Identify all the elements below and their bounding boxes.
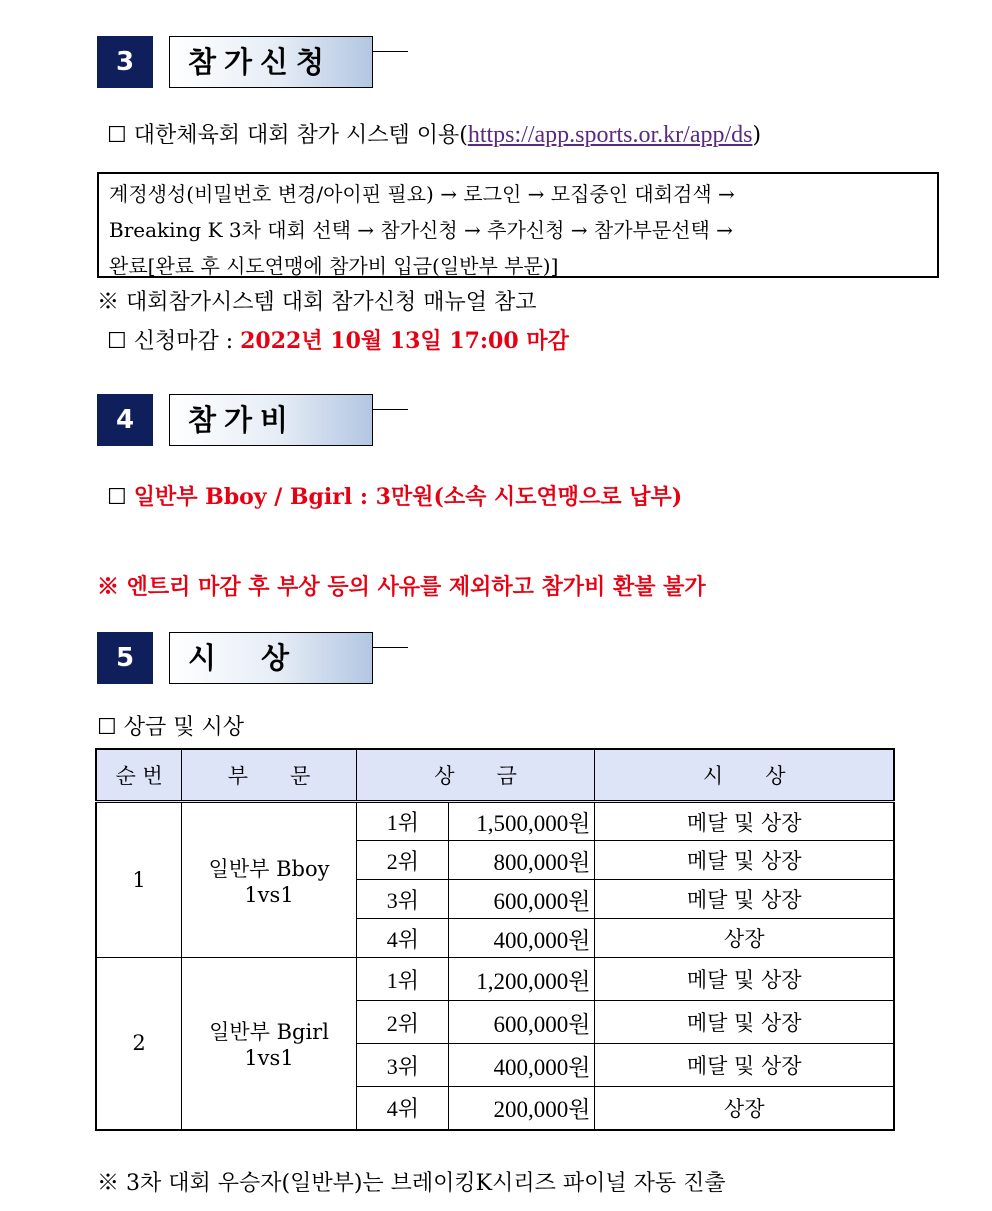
- manual-note: ※ 대회참가시스템 대회 참가신청 매뉴얼 참고: [97, 290, 537, 315]
- award: 메달 및 상장: [595, 802, 894, 841]
- header-prize: 상 금: [356, 749, 595, 802]
- table-row: [96, 958, 894, 1001]
- group-no: 1: [96, 802, 182, 958]
- section-title: 참가비: [188, 403, 297, 437]
- prize-table: [95, 748, 895, 1131]
- award: 상장: [595, 1087, 894, 1130]
- fee-text: 일반부 Bboy / Bgirl : 3만원(소속 시도연맹으로 납부): [133, 484, 683, 510]
- amount: 1,500,000원: [448, 802, 595, 841]
- award: 메달 및 상장: [595, 841, 894, 880]
- apply-system-line: ☐ 대한체육회 대회 참가 시스템 이용(https://app.sports.or.kr/app/ds): [107, 122, 762, 148]
- group-division: 일반부 Bgirl 1vs1: [182, 958, 357, 1130]
- flow-line-2: Breaking K 3차 대회 선택 → 참가신청 → 추가신청 → 참가부문선택 →: [109, 218, 733, 242]
- rank: 3위: [356, 880, 448, 919]
- rank: 1위: [356, 802, 448, 841]
- group-no: 2: [96, 958, 182, 1130]
- apply-system-text: ☐ 대한체육회 대회 참가 시스템 이용(: [107, 123, 468, 148]
- refund-warning: ※ 엔트리 마감 후 부상 등의 사유를 제외하고 참가비 환불 불가: [97, 574, 706, 600]
- header-no: 순 번: [96, 749, 182, 802]
- amount: 800,000원: [448, 841, 595, 880]
- amount: 600,000원: [448, 1001, 595, 1044]
- amount: 1,200,000원: [448, 958, 595, 1001]
- rank: 4위: [356, 1087, 448, 1130]
- deadline-value: 2022년 10월 13일 17:00 마감: [240, 328, 569, 354]
- section-number: 3: [97, 36, 153, 88]
- section-title-box: [169, 36, 409, 88]
- fee-line: ☐ 일반부 Bboy / Bgirl : 3만원(소속 시도연맹으로 납부): [107, 484, 683, 510]
- apply-flow-box: [97, 172, 939, 278]
- award: 메달 및 상장: [595, 958, 894, 1001]
- section-number: 5: [97, 632, 153, 684]
- deadline-line: ☐ 신청마감 : 2022년 10월 13일 17:00 마감: [107, 328, 569, 354]
- section-title-box: [169, 394, 409, 446]
- rank: 1위: [356, 958, 448, 1001]
- amount: 200,000원: [448, 1087, 595, 1130]
- section-title: 참가신청: [188, 45, 333, 79]
- group-division: 일반부 Bboy 1vs1: [182, 802, 357, 958]
- rank: 2위: [356, 1001, 448, 1044]
- award: 상장: [595, 919, 894, 958]
- table-header-row: [96, 749, 894, 802]
- rank: 2위: [356, 841, 448, 880]
- award-subtitle: ☐ 상금 및 시상: [97, 715, 244, 740]
- award: 메달 및 상장: [595, 1001, 894, 1044]
- final-footnote: ※ 3차 대회 우승자(일반부)는 브레이킹K시리즈 파이널 자동 진출: [97, 1171, 726, 1196]
- amount: 400,000원: [448, 919, 595, 958]
- flow-line-3: 완료[완료 후 시도연맹에 참가비 입금(일반부 부문)]: [109, 254, 559, 278]
- amount: 400,000원: [448, 1044, 595, 1087]
- rank: 4위: [356, 919, 448, 958]
- header-award: 시 상: [595, 749, 894, 802]
- award: 메달 및 상장: [595, 880, 894, 919]
- section-title-box: [169, 632, 409, 684]
- rank: 3위: [356, 1044, 448, 1087]
- amount: 600,000원: [448, 880, 595, 919]
- table-row: [96, 802, 894, 841]
- section-title: 시 상: [188, 641, 298, 675]
- section-number: 4: [97, 394, 153, 446]
- header-division: 부 문: [182, 749, 357, 802]
- apply-link[interactable]: https://app.sports.or.kr/app/ds: [467, 122, 753, 148]
- award: 메달 및 상장: [595, 1044, 894, 1087]
- flow-line-1: 계정생성(비밀번호 변경/아이핀 필요) → 로그인 → 모집중인 대회검색 →: [109, 182, 735, 206]
